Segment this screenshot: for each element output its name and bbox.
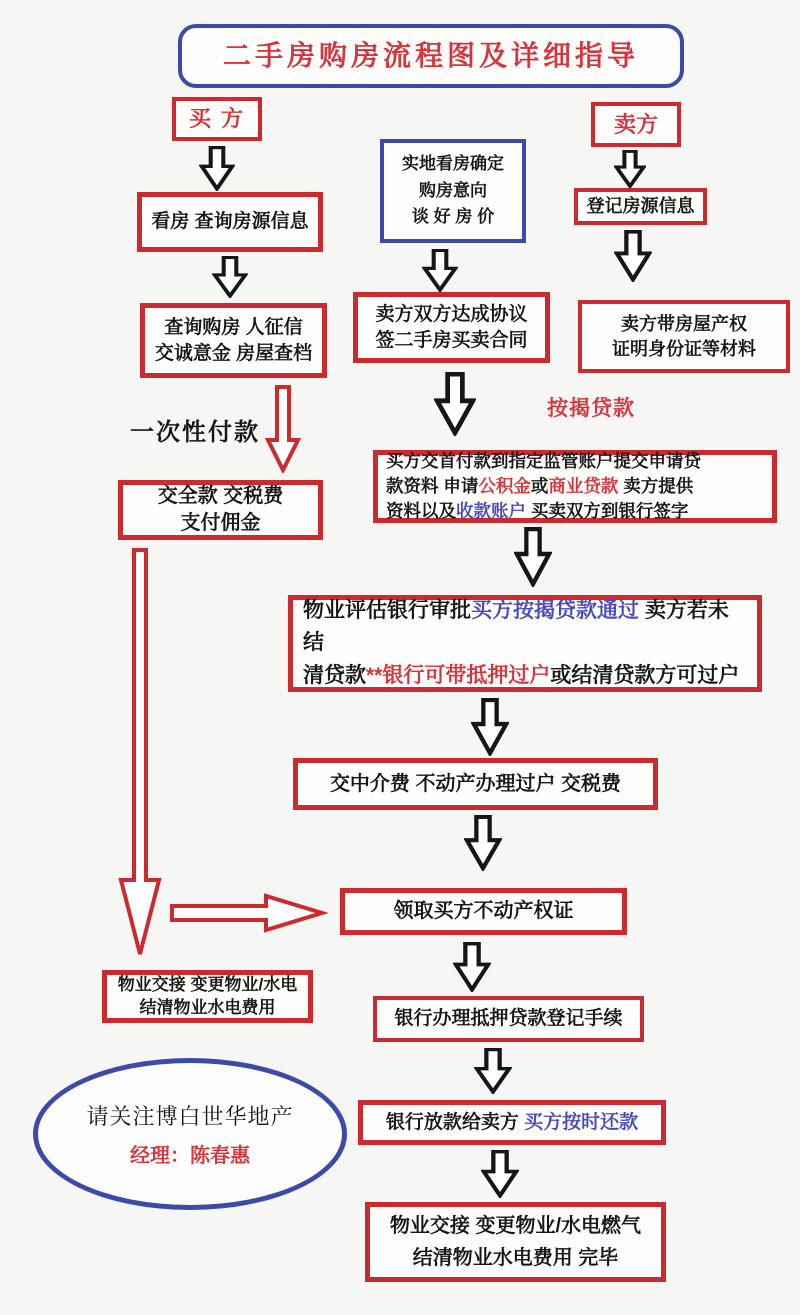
cert-label: 领取买方不动产权证 xyxy=(393,900,574,922)
down-arrow-icon xyxy=(464,815,502,871)
down-arrow-icon xyxy=(434,372,476,436)
appraisal-line2: 清贷款**银行可带抵押过户或结清贷款方可过户 xyxy=(303,663,740,687)
agreement-line1: 卖方双方达成协议 xyxy=(375,303,528,325)
mortgage-registration-node xyxy=(373,996,644,1042)
red-down-arrow-icon xyxy=(265,385,301,473)
down-arrow-icon xyxy=(614,150,646,188)
final-line1: 物业交接 变更物业/水电燃气 xyxy=(389,1215,642,1237)
credit-line1: 查询购房 人征信 xyxy=(164,316,303,338)
mortgage-loan-label: 按揭贷款 xyxy=(547,397,635,420)
appraisal-line1: 物业评估银行审批买方按揭贷款通过 卖方若未结 xyxy=(303,598,729,655)
seller-node xyxy=(591,102,681,147)
agreement-line2: 签二手房买卖合同 xyxy=(375,329,528,351)
full-payment-line1: 交全款 交税费 xyxy=(157,485,284,507)
handover-left-line2: 结清物业水电费用 xyxy=(139,997,276,1017)
viewing-label: 看房 查询房源信息 xyxy=(151,211,309,233)
appraisal-node xyxy=(288,595,762,692)
mortgage-reg-label: 银行办理抵押贷款登记手续 xyxy=(394,1008,623,1030)
final-handover-node xyxy=(365,1202,666,1282)
one-time-payment-label: 一次性付款 xyxy=(130,419,260,446)
promo-ellipse xyxy=(33,1058,347,1210)
property-cert-node xyxy=(340,888,627,935)
loan-submit-line2: 款资料 申请公积金或商业贷款 卖方提供 xyxy=(386,476,694,497)
site-visit-line2: 购房意向 xyxy=(419,180,487,200)
credit-line2: 交诚意金 房屋查档 xyxy=(154,342,313,364)
materials-line2: 证明身份证等材料 xyxy=(612,338,756,359)
red-long-down-arrow-icon xyxy=(118,548,162,958)
down-arrow-icon xyxy=(481,1150,519,1198)
loan-submit-line1: 买方交首付款到指定监管账户提交申请贷 xyxy=(386,451,701,472)
site-visit-node xyxy=(380,139,526,243)
buyer-label: 买 方 xyxy=(188,106,246,132)
down-arrow-icon xyxy=(212,256,248,298)
promo-manager-line: 经理：陈春惠 xyxy=(130,1145,250,1167)
page-title xyxy=(178,24,684,88)
full-payment-line2: 支付佣金 xyxy=(180,512,261,534)
fees-transfer-node xyxy=(293,758,658,810)
down-arrow-icon xyxy=(471,698,509,756)
disburse-blue-part: 买方按时还款 xyxy=(524,1111,639,1133)
red-right-arrow-icon xyxy=(170,891,328,935)
fees-label: 交中介费 不动产办理过户 交税费 xyxy=(329,772,622,795)
final-line2: 结清物业水电费用 完毕 xyxy=(412,1247,619,1269)
full-payment-node xyxy=(118,480,323,540)
down-arrow-icon xyxy=(199,146,235,191)
handover-left-node xyxy=(102,970,313,1023)
down-arrow-icon xyxy=(422,249,458,292)
viewing-node xyxy=(137,192,323,252)
materials-line1: 卖方带房屋产权 xyxy=(621,314,747,335)
down-arrow-icon xyxy=(474,1048,512,1094)
site-visit-line1: 实地看房确定 xyxy=(402,154,504,174)
site-visit-line3: 谈 好 房 价 xyxy=(411,207,495,227)
loan-submit-node xyxy=(373,450,777,523)
disburse-node xyxy=(358,1100,666,1145)
promo-line1: 请关注博白世华地产 xyxy=(86,1104,294,1129)
loan-submit-line3: 资料以及收款账户 买卖双方到银行签字 xyxy=(386,500,689,521)
register-label: 登记房源信息 xyxy=(586,196,695,217)
handover-left-line1: 物业交接 变更物业/水电 xyxy=(117,975,298,995)
credit-check-node xyxy=(140,303,327,378)
page-title-text: 二手房购房流程图及详细指导 xyxy=(222,40,639,72)
seller-materials-node xyxy=(578,300,790,373)
down-arrow-icon xyxy=(514,527,552,587)
disburse-black-part: 银行放款给卖方 xyxy=(385,1111,525,1133)
register-node xyxy=(574,188,707,225)
seller-label: 卖方 xyxy=(613,111,658,137)
down-arrow-icon xyxy=(453,942,491,992)
down-arrow-icon xyxy=(614,230,652,282)
buyer-node xyxy=(172,97,262,141)
agreement-node xyxy=(353,292,550,363)
